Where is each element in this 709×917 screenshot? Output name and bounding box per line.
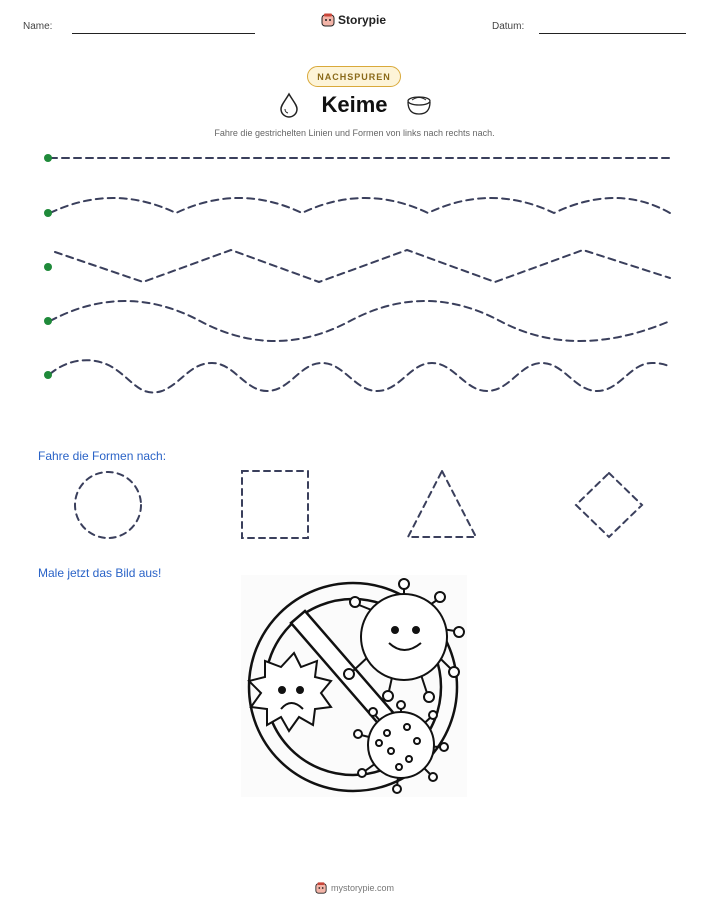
footer: [0, 882, 709, 894]
tracing-line-wave: [50, 198, 670, 213]
activity-badge: NACHSPUREN: [307, 66, 401, 87]
shapes-heading: Fahre die Formen nach:: [38, 449, 167, 463]
shape-circle: [75, 472, 141, 538]
start-dot: [44, 154, 52, 162]
start-dot: [44, 209, 52, 217]
date-label: Datum:: [492, 21, 525, 32]
tracing-shapes: [0, 465, 709, 545]
tracing-line-loop-wave: [50, 360, 670, 392]
soap-bowl-icon: [404, 93, 434, 117]
start-dot: [44, 317, 52, 325]
brand-name: Storypie: [338, 13, 387, 27]
storypie-mascot-icon: [321, 13, 335, 27]
footer-url[interactable]: mystorypie.com: [330, 883, 394, 893]
germ-illustration: [241, 575, 467, 797]
date-field[interactable]: [539, 33, 686, 34]
start-dot: [44, 371, 52, 379]
name-field[interactable]: [72, 33, 255, 34]
shape-triangle: [408, 471, 476, 537]
tracing-line-wave-2: [50, 301, 670, 341]
tracing-line-zigzag: [55, 250, 670, 282]
page-title: Keime: [321, 92, 388, 117]
name-label: Name:: [23, 21, 53, 32]
brand-logo: [321, 13, 386, 27]
storypie-mascot-icon: [315, 882, 327, 894]
instructions: Fahre die gestrichelten Linien und Formen von links nach rechts nach.: [214, 128, 495, 138]
shape-diamond: [576, 473, 642, 537]
start-dot: [44, 263, 52, 271]
shape-square: [242, 471, 308, 538]
coloring-heading: Male jetzt das Bild aus!: [38, 566, 162, 580]
tracing-lines: [0, 145, 709, 395]
